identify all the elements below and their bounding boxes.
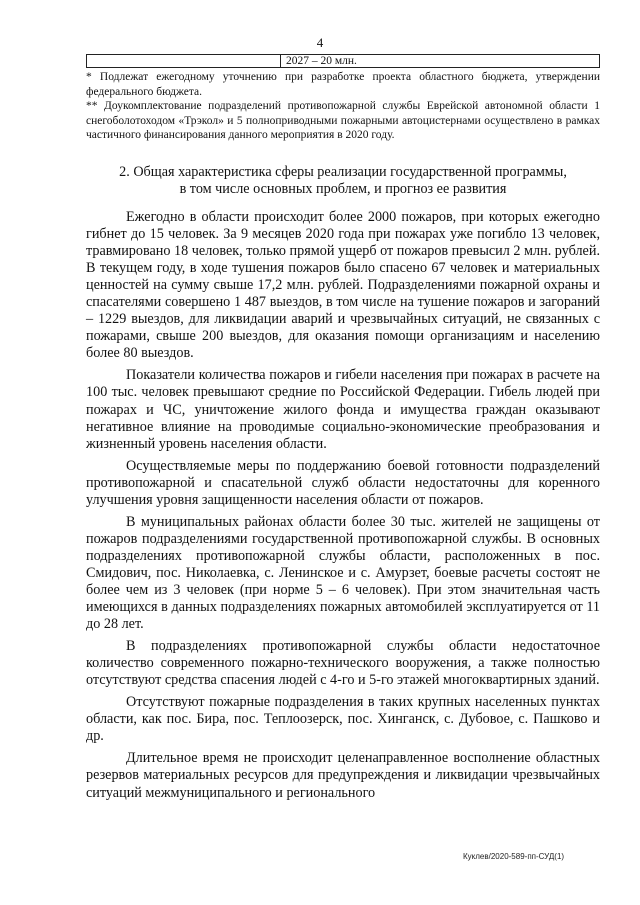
continuation-table: [86, 54, 600, 68]
table-divider: [280, 55, 281, 67]
paragraph-5: В подразделениях противопожарной службы области недостаточное количество современного пожарно-технического вооружения, а также полностью отсутствуют средства спасения людей с 4-го и 5-го этажей многоквартирных зданий.: [86, 638, 600, 689]
paragraph-3: Осуществляемые меры по поддержанию боевой готовности подразделений противопожарной и спасательной служб области недостаточны для коренного улучшения уровня защищенности населения области от пожаров.: [86, 457, 600, 508]
paragraph-6: Отсутствуют пожарные подразделения в таких крупных населенных пунктах области, как пос. Бира, пос. Теплоозерск, пос. Хинганск, с. Дубовое, с. Пашково и др.: [86, 694, 600, 745]
section-heading-line-2: в том числе основных проблем, и прогноз ее развития: [179, 181, 507, 197]
document-code: Куклев/2020-589-пп-СУД(1): [463, 852, 565, 861]
section-heading-line-1: 2. Общая характеристика сферы реализации государственной программы,: [119, 164, 567, 180]
footnotes: [86, 70, 600, 143]
paragraph-1: Ежегодно в области происходит более 2000 пожаров, при которых ежегодно гибнет до 15 человек. За 9 месяцев 2020 года при пожарах уже погибло 13 человек, травмировано 18 человек, только прямой ущерб от пожаров превысил 2 млн. рублей. В текущем году, в ходе тушения пожаров было спасено 67 человек и материальных ценностей на сумму свыше 17,2 млн. рублей. Подразделениями пожарной охраны и спасателями совершено 1 487 выездов, в том числе на тушение пожаров и загораний – 1229 выездов, для ликвидации аварий и чрезвычайных ситуаций, не связанных с пожарами, свыше 200 выездов, для оказания помощи организациям и населению более 80 выездов.: [86, 209, 600, 362]
paragraph-4: В муниципальных районах области более 30 тыс. жителей не защищены от пожаров подразделениями государственной противопожарной службы. В основных подразделениях противопожарной службы области, расположенных в пос. Смидович, пос. Николаевка, с. Ленинское и с. Амурзет, боевые расчеты состоят не более чем из 3 человек (при норме 5 – 6 человек). При этом значительная часть имеющихся в данных подразделениях пожарных автомобилей эксплуатируется от 11 до 28 лет.: [86, 513, 600, 633]
section-heading: [86, 164, 600, 198]
body-text: [86, 209, 600, 807]
table-cell: 2027 – 20 млн.: [286, 55, 357, 67]
paragraph-2: Показатели количества пожаров и гибели населения при пожарах в расчете на 100 тыс. человек превышают средние по Российской Федерации. Гибель людей при пожарах и ЧС, уничтожение жилого фонда и имущества граждан оказывают негативное влияние на проводимые социально-экономические преобразования и жизненный уровень населения области.: [86, 367, 600, 452]
footnote-2: ** Доукомплектование подразделений противопожарной службы Еврейской автономной области 1 снегоболотоходом «Трэкол» и 5 полноприводными пожарными автоцистернами осуществлено в рамках частичного финансирования данного мероприятия в 2020 году.: [86, 100, 600, 142]
footnote-1: * Подлежат ежегодному уточнению при разработке проекта областного бюджета, утверждении федерального бюджета.: [86, 71, 600, 98]
paragraph-7: Длительное время не происходит целенаправленное восполнение областных резервов материальных ресурсов для предупреждения и ликвидации чрезвычайных ситуаций межмуниципального и регионального: [86, 750, 600, 801]
page-number: 4: [316, 35, 324, 50]
